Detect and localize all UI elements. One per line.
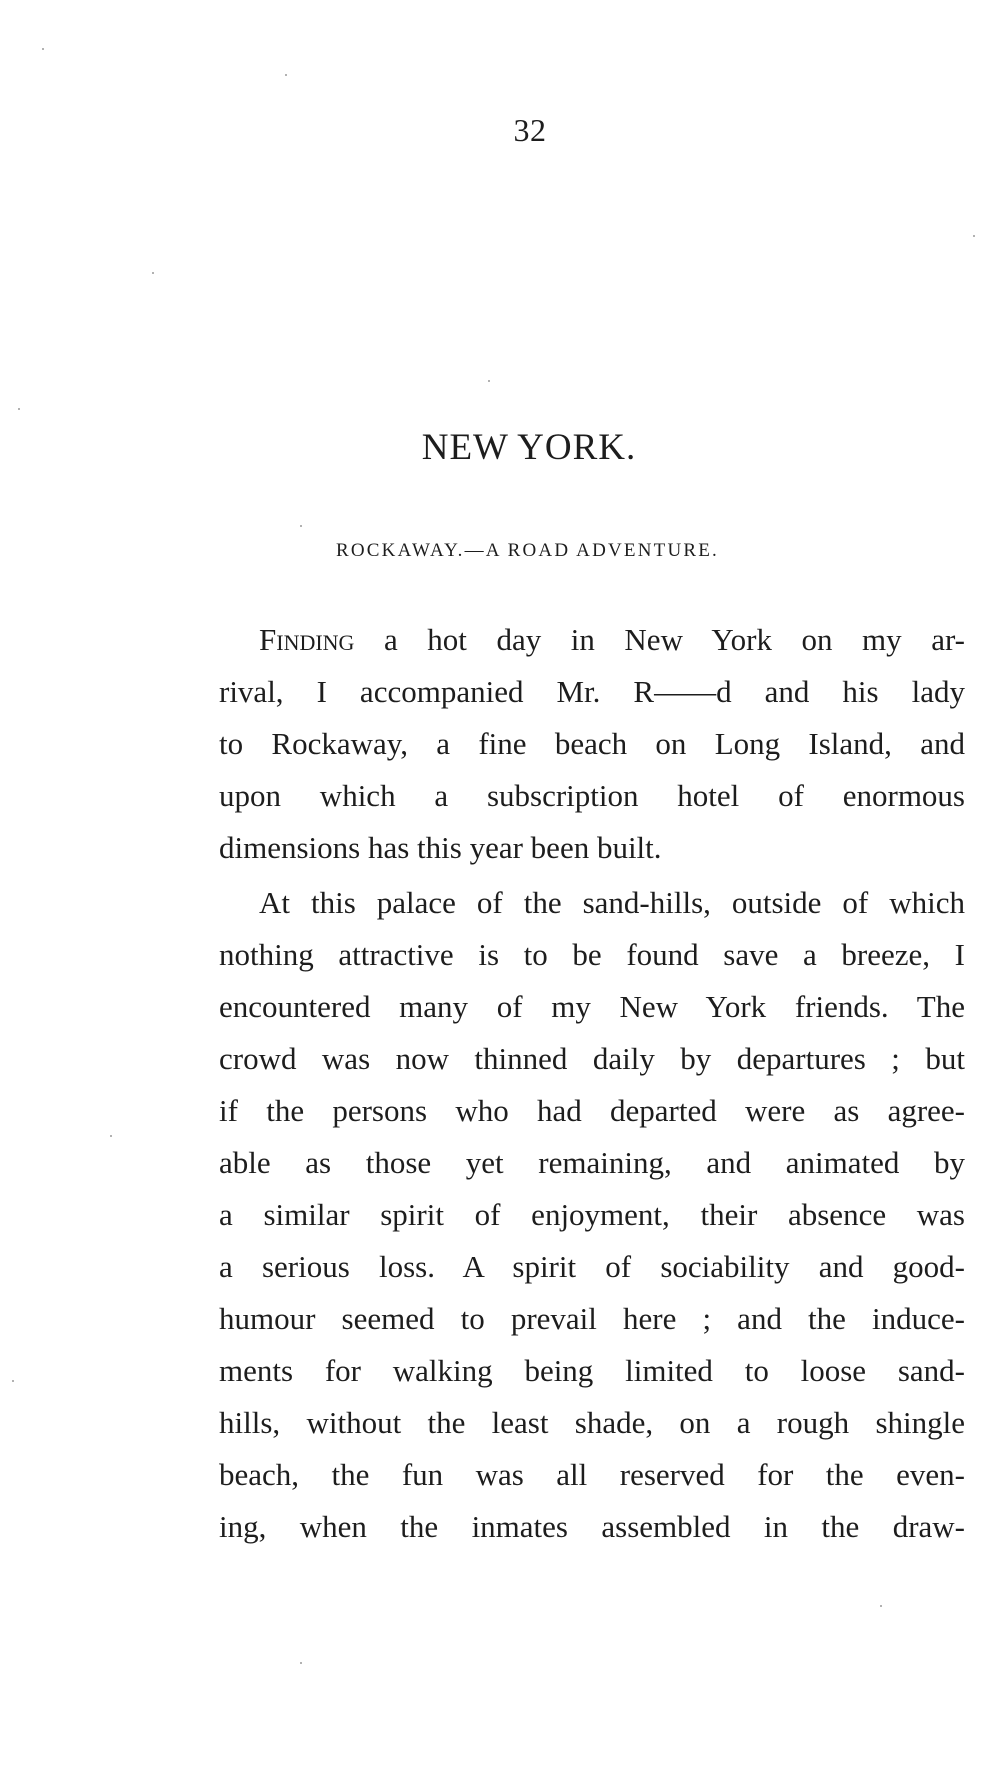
paragraph-1 bbox=[219, 614, 965, 874]
paragraph-2 bbox=[219, 877, 965, 1553]
paper-speck bbox=[300, 1662, 302, 1664]
text-line: ing, when the inmates assembled in the draw- bbox=[219, 1509, 965, 1544]
paper-speck bbox=[880, 1605, 882, 1607]
text-line: humour seemed to prevail here ; and the induce- bbox=[219, 1301, 965, 1336]
chapter-title: NEW YORK. bbox=[421, 427, 637, 468]
text-line: able as those yet remaining, and animated by bbox=[219, 1145, 965, 1180]
paper-speck bbox=[285, 74, 287, 76]
paper-speck bbox=[12, 1380, 14, 1382]
text-line: hills, without the least shade, on a rough shingle bbox=[219, 1405, 965, 1440]
paper-speck bbox=[488, 380, 490, 382]
text-line: encountered many of my New York friends. The bbox=[219, 989, 965, 1024]
paper-speck bbox=[973, 235, 975, 237]
text-line: dimensions has this year been built. bbox=[219, 830, 662, 865]
text-line: rival, I accompanied Mr. R——d and his lady bbox=[219, 674, 965, 709]
text-line: upon which a subscription hotel of enormous bbox=[219, 778, 965, 813]
text-line: to Rockaway, a fine beach on Long Island, and bbox=[219, 726, 965, 761]
text-line: crowd was now thinned daily by departures ; but bbox=[219, 1041, 965, 1076]
body-text bbox=[219, 614, 965, 1553]
text-line: Finding a hot day in New York on my ar- bbox=[259, 622, 965, 657]
paper-speck bbox=[110, 1135, 112, 1137]
text-line: nothing attractive is to be found save a breeze, I bbox=[219, 937, 965, 972]
paper-speck bbox=[42, 48, 44, 50]
page-number: 32 bbox=[513, 112, 547, 148]
drop-lead-word: Finding bbox=[259, 622, 355, 657]
text-line: beach, the fun was all reserved for the even- bbox=[219, 1457, 965, 1492]
text-line: ments for walking being limited to loose sand- bbox=[219, 1353, 965, 1388]
text-line: if the persons who had departed were as agree- bbox=[219, 1093, 965, 1128]
paper-speck bbox=[152, 272, 154, 274]
text-line: a serious loss. A spirit of sociability and good- bbox=[219, 1249, 965, 1284]
paper-speck bbox=[300, 525, 302, 527]
chapter-subtitle: ROCKAWAY.—A ROAD ADVENTURE. bbox=[335, 540, 720, 561]
paper-speck bbox=[18, 408, 20, 410]
text-line: a similar spirit of enjoyment, their absence was bbox=[219, 1197, 965, 1232]
text-line: At this palace of the sand-hills, outside of which bbox=[259, 885, 965, 920]
